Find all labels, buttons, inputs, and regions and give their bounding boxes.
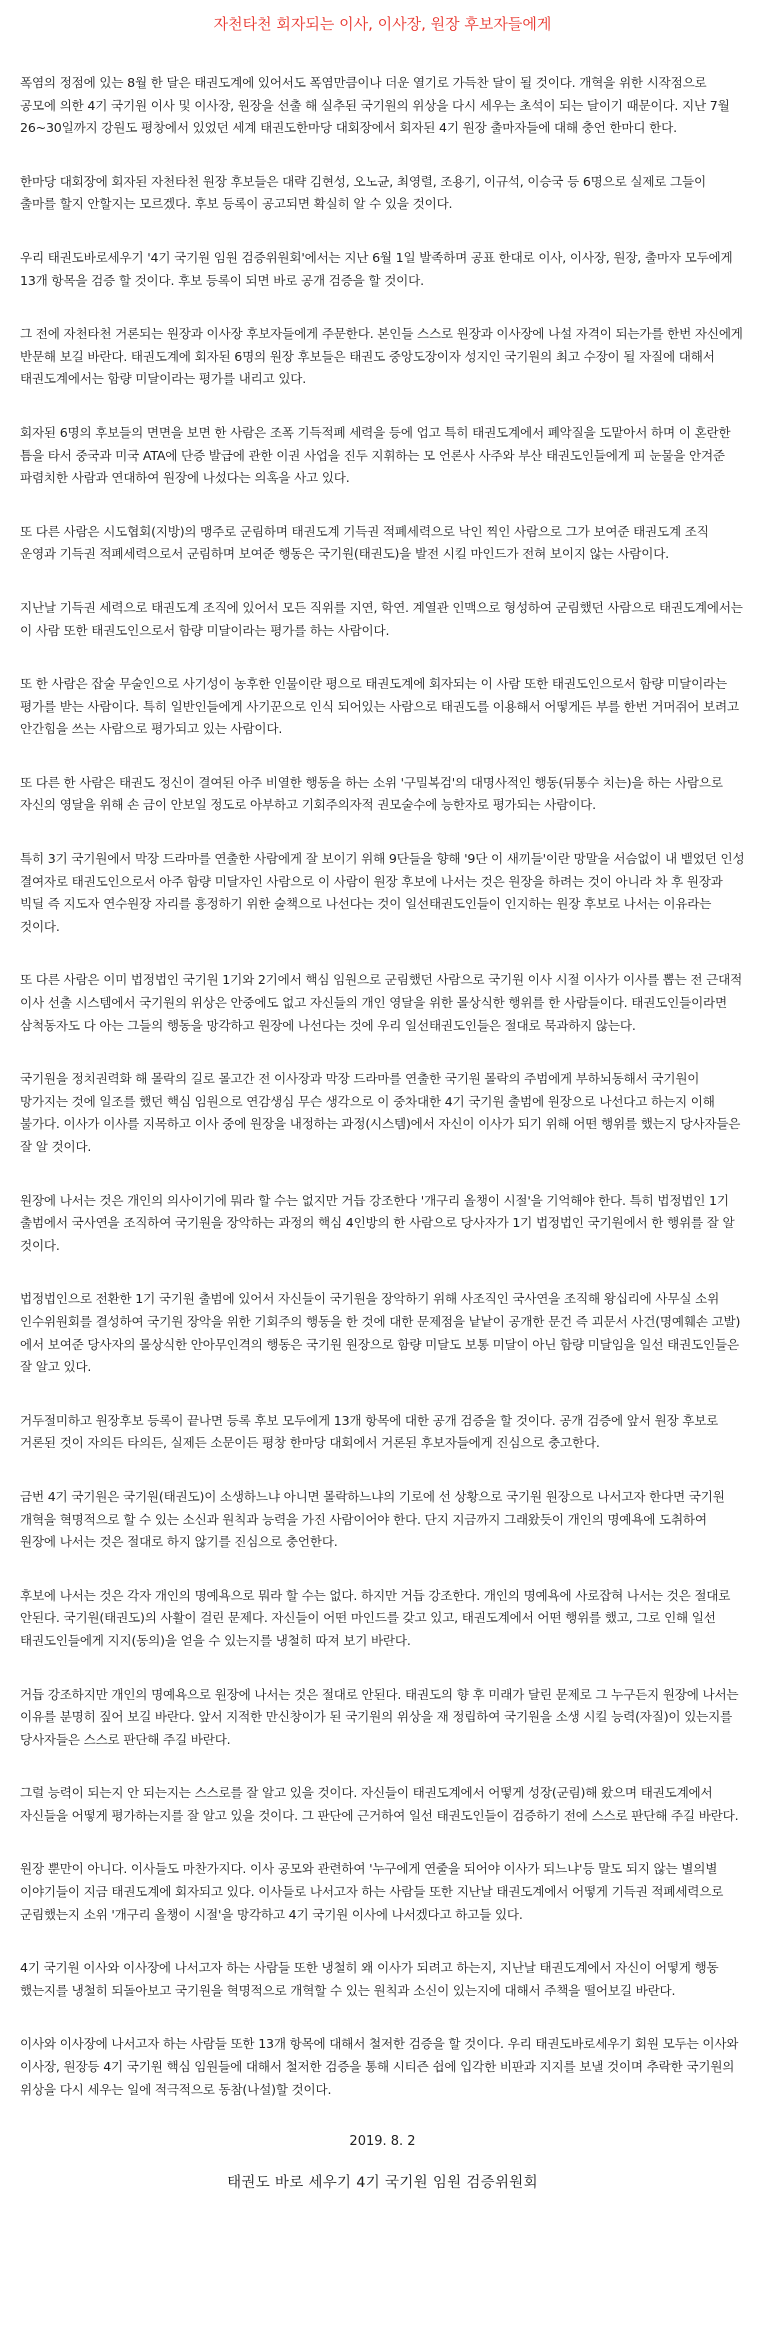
signing-organization: 태권도 바로 세우기 4기 국기원 임원 검증위원회 bbox=[227, 2175, 538, 2192]
paragraph: 거듭 강조하지만 개인의 명예욕으로 원장에 나서는 것은 절대로 안된다. 태권도의 향 후 미래가 달린 문제로 그 누구든지 원장에 나서는 이유를 분명히 짚어 보길 바란다. 앞서 지적한 만신창이가 된 국기원의 위상을 재 정립하여 국기원을 소생 시킬 능력(자질)이 있는지를 당사자들은 스스로 판단해 주길 바란다. bbox=[20, 1686, 739, 1747]
paragraph: 법정법인으로 전환한 1기 국기원 출범에 있어서 자신들이 국기원을 장악하기 위해 사조직인 국사연을 조직해 왕십리에 사무실 소위 인수위원회를 결성하여 국기원 장악을 위한 기회주의 행동을 한 것에 대한 문제점을 낱낱이 공개한 문건 즉 괴문서 사건(명예훼손 고발)에서 보여준 당사자의 몰상식한 안아무인격의 행동은 국기원 원장으로 함량 미달도 보통 미달이 아닌 함량 미달임을 일선 태권도인들은 잘 알고 있다. bbox=[20, 1291, 741, 1375]
paragraph: 그 전에 자천타천 거론되는 원장과 이사장 후보자들에게 주문한다. 본인들 스스로 원장과 이사장에 나설 자격이 되는가를 한번 자신에게 반문해 보길 바란다. 태권도계에 회자된 6명의 원장 후보들은 태권도 중앙도장이자 성지인 국기원의 최고 수장이 될 자질에 대해서 태권도계에서는 함량 미달이라는 평가를 내리고 있다. bbox=[20, 326, 743, 387]
paragraph: 회자된 6명의 후보들의 면면을 보면 한 사람은 조폭 기득적폐 세력을 등에 업고 특히 태권도계에서 폐악질을 도맡아서 하며 이 혼란한 틈을 타서 중국과 미국 ATA에 단증 발급에 관한 이권 사업을 진두 지휘하는 모 언론사 사주와 부산 태권도인들에게 피 눈물을 안겨준 파렴치한 사람과 연대하여 원장에 나섰다는 의혹을 사고 있다. bbox=[20, 424, 731, 486]
paragraph: 이사와 이사장에 나서고자 하는 사람들 또한 13개 항목에 대해서 철저한 검증을 할 것이다. 우리 태권도바로세우기 회원 모두는 이사와 이사장, 원장등 4기 국기원 핵심 임원들에 대해서 철저한 검증을 통해 시티즌 쉽에 입각한 비판과 지지를 보낼 것이며 추락한 국기원의 위상을 다시 세우는 일에 적극적으로 동참(나설)할 것이다. bbox=[20, 2036, 739, 2097]
document-title: 자천타천 회자되는 이사, 이사장, 원장 후보자들에게 bbox=[213, 15, 552, 33]
paragraph: 4기 국기원 이사와 이사장에 나서고자 하는 사람들 또한 냉철히 왜 이사가 되려고 하는지, 지난날 태권도계에서 자신이 어떻게 행동 했는지를 냉철히 되돌아보고 국기원을 혁명적으로 개혁할 수 있는 원칙과 소신이 있는지에 대해서 주책을 떨어보길 바란다. bbox=[20, 1960, 719, 1998]
paragraph: 또 다른 한 사람은 태권도 정신이 결여된 아주 비열한 행동을 하는 소위 '구밀복검'의 대명사적인 행동(뒤통수 치는)을 하는 사람으로 자신의 영달을 위해 손 금이 안보일 정도로 아부하고 기회주의자적 권모술수에 능한자로 평가되는 사람이다. bbox=[20, 774, 723, 813]
document-body bbox=[20, 72, 745, 2101]
paragraph: 그럴 능력이 되는지 안 되는지는 스스로를 잘 알고 있을 것이다. 자신들이 태권도계에서 어떻게 성장(군림)해 왔으며 태권도계에서 자신들을 어떻게 평가하는지를 잘 알고 있을 것이다. 그 판단에 근거하여 일선 태권도인들이 검증하기 전에 스스로 판단해 주길 바란다. bbox=[20, 1785, 739, 1823]
paragraph: 금번 4기 국기원은 국기원(태권도)이 소생하느냐 아니면 몰락하느냐의 기로에 선 상황으로 국기원 원장으로 나서고자 한다면 국기원 개혁을 혁명적으로 할 수 있는 소신과 원칙과 능력을 가진 사람이어야 한다. 단지 지금까지 그래왔듯이 개인의 명예욕에 도취하여 원장에 나서는 것은 절대로 하지 않기를 진심으로 충언한다. bbox=[20, 1488, 725, 1550]
paragraph: 폭염의 정점에 있는 8월 한 달은 태권도계에 있어서도 폭염만큼이나 더운 열기로 가득찬 달이 될 것이다. 개혁을 위한 시작점으로 공모에 의한 4기 국기원 이사 및 이사장, 원장을 선출 해 실추된 국기원의 위상을 다시 세우는 초석이 되는 달이기 때문이다. 지난 7월 26~30일까지 강원도 평창에서 있었던 세계 태권도한마당 대회장에서 회자된 4기 원장 출마자들에 대해 충언 한마디 한다. bbox=[20, 75, 730, 136]
paragraph: 한마당 대회장에 회자된 자천타천 원장 후보들은 대략 김현성, 오노균, 최영렬, 조용기, 이규석, 이승국 등 6명으로 실제로 그들이 출마를 할지 안할지는 모르겠다. 후보 등록이 공고되면 확실히 알 수 있을 것이다. bbox=[20, 173, 706, 212]
paragraph: 또 다른 사람은 시도협회(지방)의 맹주로 군림하며 태권도계 기득권 적폐세력으로 낙인 찍인 사람으로 그가 보여준 태권도계 조직 운영과 기득권 적폐세력으로서 군림하며 보여준 행동은 국기원(태권도)을 발전 시킬 마인드가 전혀 보이지 않는 사람이다. bbox=[20, 523, 709, 562]
paragraph: 지난날 기득권 세력으로 태권도계 조직에 있어서 모든 직위를 지연, 학연. 계열관 인맥으로 형성하여 군림했던 사람으로 태권도계에서는 이 사람 또한 태권도인으로서 함량 미달이라는 평가를 하는 사람이다. bbox=[20, 599, 743, 638]
document-date: 2019. 8. 2 bbox=[349, 2134, 416, 2150]
paragraph: 국기원을 정치권력화 해 몰락의 길로 몰고간 전 이사장과 막장 드라마를 연출한 국기원 몰락의 주범에게 부하뇌동해서 국기원이 망가지는 것에 일조를 했던 핵심 임원으로 연감생심 무슨 생각으로 이 중차대한 4기 국기원 출범에 원장으로 나선다고 하는지 이해 불가다. 이사가 이사를 지목하고 이사 중에 원장을 내정하는 과정(시스템)에서 자신이 이사가 되기 위해 어떤 행위를 했는지 당사자들은 잘 알 것이다. bbox=[20, 1071, 741, 1154]
paragraph: 우리 태권도바로세우기 '4기 국기원 임원 검증위원회'에서는 지난 6월 1일 발족하며 공표 한대로 이사, 이사장, 원장, 출마자 모두에게 13개 항목을 검증 할 것이다. 후보 등록이 되면 바로 공개 검증을 할 것이다. bbox=[20, 249, 733, 288]
paragraph: 원장 뿐만이 아니다. 이사들도 마찬가지다. 이사 공모와 관련하여 '누구에게 연줄을 되어야 이사가 되느냐'등 말도 되지 않는 별의별 이야기들이 지금 태권도계에 회자되고 있다. 이사들로 나서고자 하는 사람들 또한 지난날 태권도계에서 어떻게 기득권 적폐세력으로 군림했는지 소위 '개구리 올챙이 시절'을 망각하고 4기 국기원 이사에 나서겠다고 하고들 있다. bbox=[20, 1861, 724, 1922]
paragraph: 후보에 나서는 것은 각자 개인의 명예욕으로 뭐라 할 수는 없다. 하지만 거듭 강조한다. 개인의 명예욕에 사로잡혀 나서는 것은 절대로 안된다. 국기원(태권도)의 사활이 걸린 문제다. 자신들이 어떤 마인드를 갖고 있고, 태권도계에서 어떤 행위를 했고, 그로 인해 일선 태권도인들에게 지지(동의)을 얻을 수 있는지를 냉철히 따져 보기 바란다. bbox=[20, 1587, 731, 1648]
paragraph: 또 다른 사람은 이미 법정법인 국기원 1기와 2기에서 핵심 임원으로 군림했던 사람으로 국기원 이사 시절 이사가 이사를 뽑는 전 근대적 이사 선출 시스템에서 국기원의 위상은 안중에도 없고 자신들의 개인 영달을 위한 몰상식한 행위를 한 사람들이다. 태권도인들이라면 삼척동자도 다 아는 그들의 행동을 망각하고 원장에 나선다는 것에 우리 일선태권도인들은 절대로 묵과하지 않는다. bbox=[20, 972, 743, 1033]
paragraph: 특히 3기 국기원에서 막장 드라마를 연출한 사람에게 잘 보이기 위해 9단들을 향해 '9단 이 새끼들'이란 망말을 서슴없이 내 뱉었던 인성 결여자로 태권도인으로서 아주 함량 미달자인 사람으로 이 사람이 원장 후보에 나서는 것은 원장을 하려는 것이 아니라 차 후 원장과 빅딜 즉 지도자 연수원장 자리를 흥정하기 위한 술책으로 나선다는 것이 일선태권도인들이 인지하는 원장 후보로 나서는 이유라는 것이다. bbox=[20, 851, 745, 934]
paragraph: 원장에 나서는 것은 개인의 의사이기에 뭐라 할 수는 없지만 거듭 강조한다 '개구리 올챙이 시절'을 기억해야 한다. 특히 법정법인 1기 출범에서 국사연을 조직하여 국기원을 장악하는 과정의 핵심 4인방의 한 사람으로 당사자가 1기 법정법인 국기원에서 한 행위를 잘 알 것이다. bbox=[20, 1192, 735, 1253]
paragraph: 또 한 사람은 잡술 무술인으로 사기성이 농후한 인물이란 평으로 태권도계에 회자되는 이 사람 또한 태권도인으로서 함량 미달이라는 평가를 받는 사람이다. 특히 일반인들에게 사기꾼으로 인식 되어있는 사람으로 태권도를 이용해서 어떻게든 부를 한번 거머쥐어 보려고 안간힘을 쓰는 사람으로 평가되고 있는 사람이다. bbox=[20, 676, 739, 737]
paragraph: 거두절미하고 원장후보 등록이 끝나면 등록 후보 모두에게 13개 항목에 대한 공개 검증을 할 것이다. 공개 검증에 앞서 원장 후보로 거론된 것이 자의든 타의든, 실제든 소문이든 평창 한마당 대회에서 거론된 후보자들에게 진심으로 충고한다. bbox=[20, 1412, 719, 1451]
